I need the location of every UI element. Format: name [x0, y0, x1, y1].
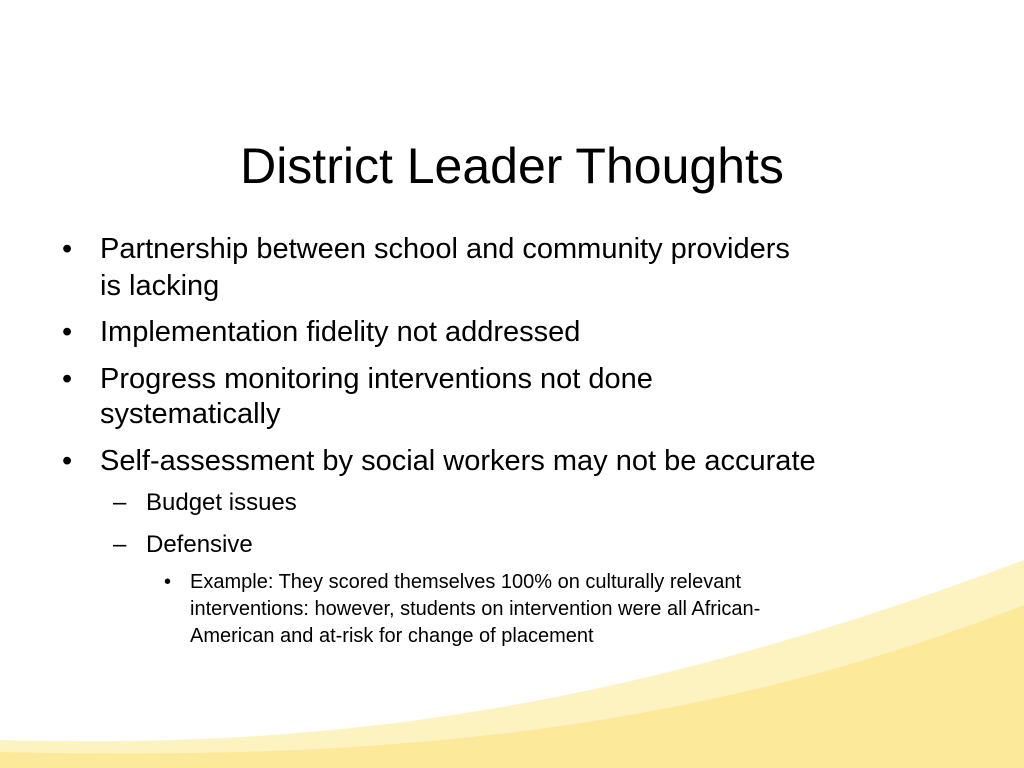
bullet-marker: •: [62, 445, 73, 477]
sub-bullet-marker: –: [113, 531, 127, 558]
bullet-marker: •: [62, 233, 73, 265]
sub-bullet-text: Budget issues: [146, 489, 297, 516]
sub-sub-bullet-text: American and at-risk for change of placement: [190, 625, 594, 647]
sub-sub-bullet-text: interventions: however, students on intervention were all African-: [190, 598, 761, 620]
sub-sub-bullet-marker: •: [164, 571, 172, 593]
bullet-text: is lacking: [100, 270, 220, 302]
bullet-text: systematically: [100, 398, 281, 430]
sub-bullet-text: Defensive: [146, 531, 253, 558]
bullet-text: Progress monitoring interventions not done: [100, 363, 653, 395]
bullet-text: Implementation fidelity not addressed: [100, 316, 581, 348]
slide-title: District Leader Thoughts: [240, 138, 784, 194]
bullet-text: Self-assessment by social workers may not be accurate: [100, 445, 816, 477]
bullet-marker: •: [62, 363, 73, 395]
bullet-marker: •: [62, 316, 73, 348]
sub-bullet-marker: –: [113, 489, 127, 516]
bullet-text: Partnership between school and community providers: [100, 233, 790, 265]
sub-sub-bullet-text: Example: They scored themselves 100% on culturally relevant: [190, 571, 742, 593]
